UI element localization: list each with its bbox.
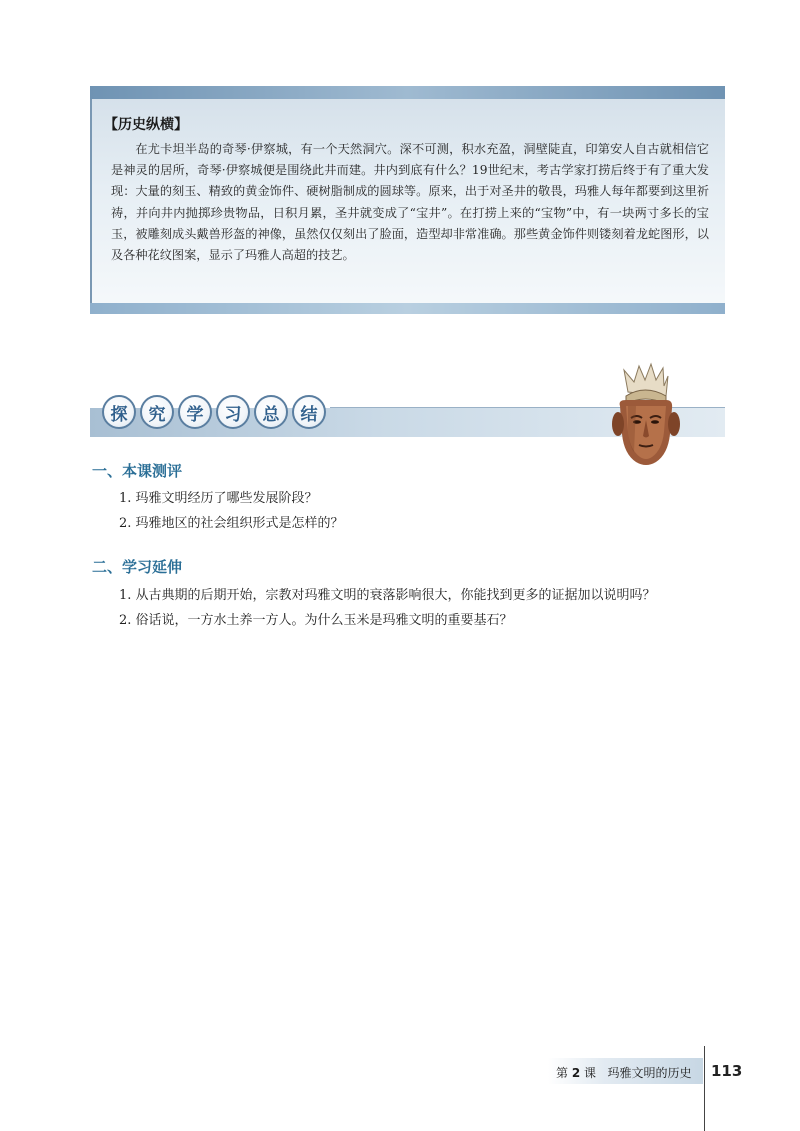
summary-char: 学 bbox=[178, 395, 212, 429]
extension-question: 1. 从古典期的后期开始，宗教对玛雅文明的衰落影响很大，你能找到更多的证据加以说明吗？ bbox=[119, 588, 656, 603]
lesson-suffix: 课 bbox=[584, 1066, 597, 1080]
extension-question: 2. 俗话说，一方水土养一方人。为什么玉米是玛雅文明的重要基石？ bbox=[119, 613, 513, 628]
summary-char: 总 bbox=[254, 395, 288, 429]
history-box-title: 【历史纵横】 bbox=[104, 117, 188, 133]
history-box-bottom-bar bbox=[90, 303, 725, 314]
summary-char: 探 bbox=[102, 395, 136, 429]
assessment-question: 1. 玛雅文明经历了哪些发展阶段？ bbox=[119, 491, 318, 506]
footer-divider bbox=[704, 1046, 705, 1131]
mayan-mask-icon bbox=[606, 362, 684, 470]
lesson-number: 2 bbox=[571, 1066, 581, 1080]
footer-lesson-label bbox=[556, 1064, 692, 1081]
assessment-question: 2. 玛雅地区的社会组织形式是怎样的？ bbox=[119, 516, 344, 531]
section-heading-extension: 二、学习延伸 bbox=[92, 558, 183, 576]
lesson-prefix: 第 bbox=[556, 1066, 569, 1080]
summary-char: 习 bbox=[216, 395, 250, 429]
history-box-paragraph: 在尤卡坦半岛的奇琴·伊察城，有一个天然洞穴。深不可测，积水充盈，洞壁陡直，印第安人自古就相信它是神灵的居所，奇琴·伊察城便是围绕此井而建。井内到底有什么？19世纪末，考古学家打捞后终于有了重大发现：大量的刻玉、精致的黄金饰件、硬树脂制成的圆球等。原来，出于对圣井的敬畏，玛雅人每年都要到这里祈祷，并向井内抛掷珍贵物品，日积月累，圣井就变成了“宝井”。在打捞上来的“宝物”中，有一块两寸多长的宝玉，被雕刻成头戴兽形盔的神像，虽然仅仅刻出了脸面，造型却非常准确。那些黄金饰件则镂刻着龙蛇图形，以及各种花纹图案，显示了玛雅人高超的技艺。 bbox=[111, 142, 709, 263]
history-sidebar-box bbox=[90, 86, 725, 314]
summary-char: 结 bbox=[292, 395, 326, 429]
section-heading-assessment: 一、本课测评 bbox=[92, 462, 183, 480]
history-box-left-rule bbox=[90, 99, 92, 303]
summary-char: 究 bbox=[140, 395, 174, 429]
lesson-title: 玛雅文明的历史 bbox=[607, 1066, 692, 1080]
summary-banner-title bbox=[102, 395, 326, 429]
history-box-top-bar bbox=[90, 86, 725, 99]
page-number: 113 bbox=[711, 1062, 743, 1080]
